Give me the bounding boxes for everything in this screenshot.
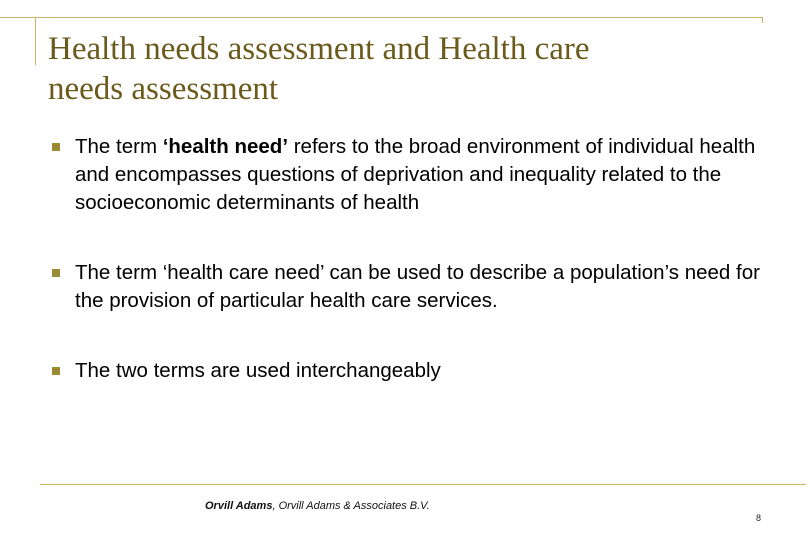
page-number: 8 [756, 513, 762, 523]
bullet-text: The term ‘health care need’ can be used to describe a population’s need for the provision of particular health care services. [75, 261, 760, 312]
footer-credit [205, 500, 430, 512]
bullet-item [52, 259, 772, 315]
bullet-rest: refers to the broad environment of individual health and encompasses questions of deprivation and inequality related to the socioeconomic determinants of health [75, 135, 756, 214]
bottom-rule [40, 484, 806, 485]
square-bullet-icon [52, 143, 60, 151]
slide-title [48, 29, 768, 109]
bullet-item [52, 133, 772, 217]
title-line-1: Health needs assessment and Health care [48, 31, 590, 67]
bullet-text: The two terms are used interchangeably [75, 359, 441, 382]
title-line-2: needs assessment [48, 71, 279, 107]
square-bullet-icon [52, 269, 60, 277]
bullet-item [52, 357, 772, 385]
bullet-text [75, 133, 760, 217]
bullet-bold-term: ‘health need’ [162, 135, 289, 158]
footer-author: Orvill Adams [205, 500, 273, 512]
square-bullet-icon [52, 367, 60, 375]
top-rule [0, 17, 762, 18]
right-rule [762, 17, 763, 23]
footer-company: , Orvill Adams & Associates B.V. [272, 500, 430, 512]
bullet-list [52, 133, 772, 385]
bullet-lead: The term [75, 135, 163, 158]
left-rule [35, 17, 36, 65]
